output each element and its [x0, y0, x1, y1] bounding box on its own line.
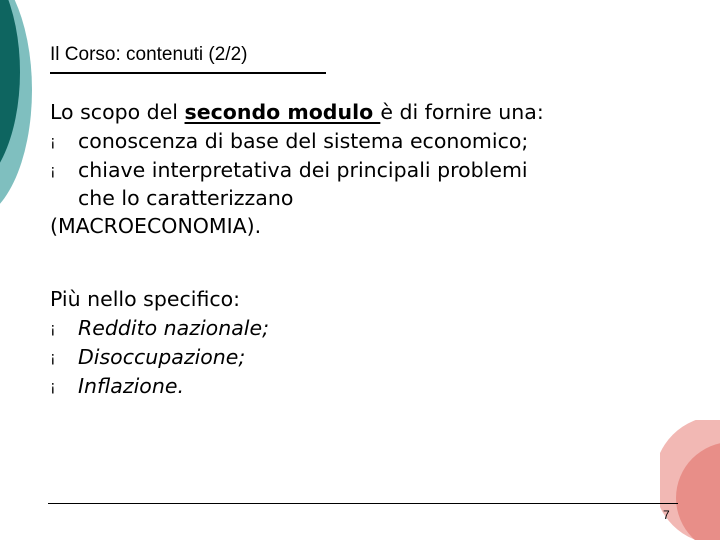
footer-rule: [48, 503, 678, 504]
bullet-text: Disoccupazione;: [78, 345, 246, 369]
list-item: [50, 343, 544, 372]
list-item: [50, 156, 544, 184]
bullet-icon: ¡: [50, 321, 56, 337]
intro-line: [50, 98, 544, 127]
intro-emphasis: secondo modulo: [184, 100, 381, 124]
bullet-icon: ¡: [50, 350, 56, 366]
slide-body: [50, 98, 544, 401]
bullet-text: chiave interpretativa dei principali problemi: [78, 158, 528, 182]
intro-after: è di fornire una:: [380, 100, 544, 124]
list-item: [50, 314, 544, 343]
list-item: [50, 372, 544, 401]
page-number: 7: [663, 508, 670, 522]
title-underline: [50, 72, 326, 74]
bullet-icon: ¡: [50, 163, 56, 179]
right-decoration: [660, 420, 720, 540]
bullet-continuation: che lo caratterizzano: [78, 186, 294, 210]
bullet-text: Inflazione.: [78, 374, 184, 398]
closing-line: (MACROECONOMIA).: [50, 214, 262, 238]
specific-heading: Più nello specifico:: [50, 287, 241, 311]
list-item: [50, 127, 544, 156]
bullet-icon: ¡: [50, 379, 56, 395]
bullet-text: conoscenza di base del sistema economico;: [78, 129, 529, 153]
intro-before: Lo scopo del: [50, 100, 185, 124]
bullet-icon: ¡: [50, 134, 56, 150]
bullet-text: Reddito nazionale;: [78, 316, 269, 340]
slide-title: Il Corso: contenuti (2/2): [50, 44, 248, 65]
